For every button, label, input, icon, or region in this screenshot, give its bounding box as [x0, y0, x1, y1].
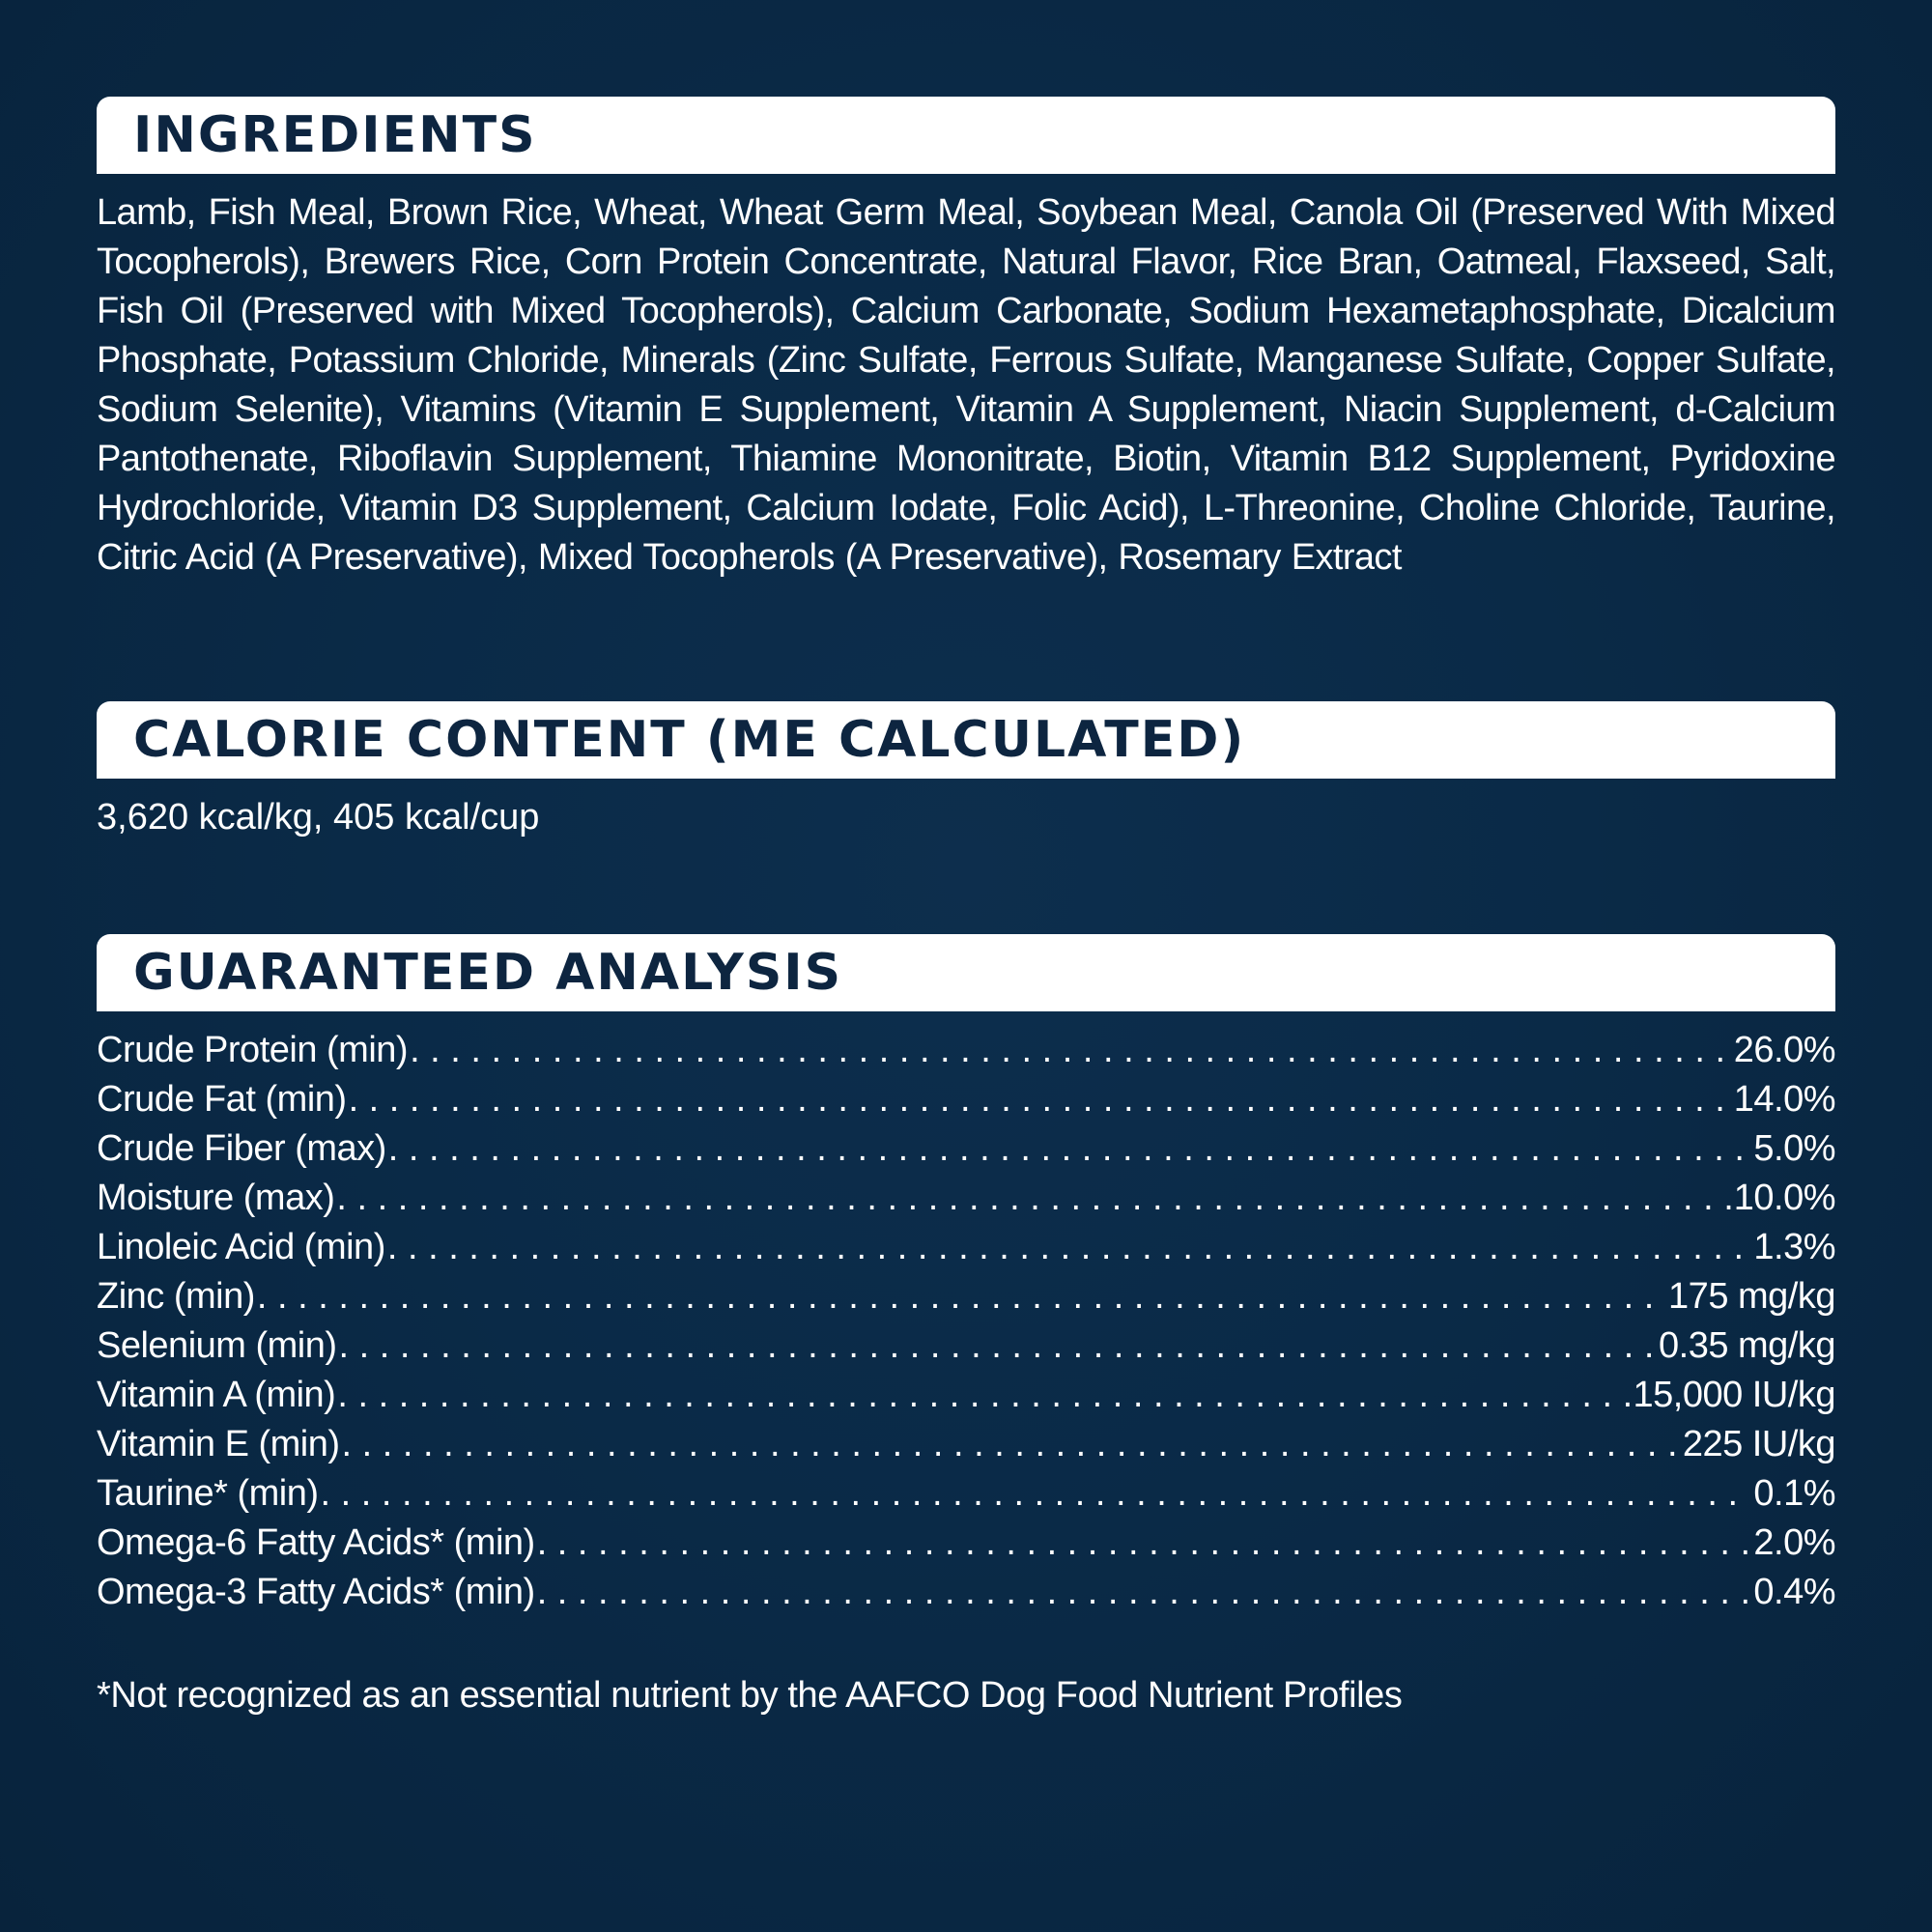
analysis-row-value: 175 mg/kg — [1668, 1276, 1835, 1317]
dot-leader — [537, 1568, 1752, 1617]
analysis-row-value: 5.0% — [1753, 1128, 1835, 1169]
analysis-row — [97, 1519, 1835, 1568]
calorie-content-section — [97, 701, 1835, 842]
analysis-row-label: Zinc (min) — [97, 1276, 255, 1317]
analysis-row-value: 10.0% — [1733, 1178, 1835, 1218]
analysis-row-value: 0.35 mg/kg — [1659, 1325, 1835, 1366]
dot-leader — [388, 1124, 1752, 1174]
analysis-row-value: 1.3% — [1753, 1227, 1835, 1267]
analysis-row-value: 225 IU/kg — [1682, 1424, 1835, 1464]
dot-leader — [339, 1321, 1657, 1371]
analysis-row — [97, 1075, 1835, 1124]
analysis-row — [97, 1321, 1835, 1371]
aafco-footnote: *Not recognized as an essential nutrient by the AAFCO Dog Food Nutrient Profiles — [97, 1675, 1403, 1716]
analysis-row-label: Crude Fat (min) — [97, 1079, 347, 1120]
analysis-row-label: Crude Fiber (max) — [97, 1128, 386, 1169]
analysis-row-label: Vitamin E (min) — [97, 1424, 340, 1464]
analysis-row-label: Crude Protein (min) — [97, 1030, 409, 1070]
calorie-content-header — [97, 701, 1835, 779]
dot-leader — [337, 1371, 1631, 1420]
analysis-row — [97, 1026, 1835, 1075]
dot-leader — [321, 1469, 1752, 1519]
analysis-row-value: 2.0% — [1753, 1522, 1835, 1563]
analysis-row — [97, 1272, 1835, 1321]
analysis-row-label: Taurine* (min) — [97, 1473, 319, 1514]
ingredients-section — [97, 97, 1835, 582]
analysis-row-label: Omega-3 Fatty Acids* (min) — [97, 1572, 535, 1612]
calorie-content-title: CALORIE CONTENT (ME CALCULATED) — [133, 711, 1246, 769]
calorie-content-value: 3,620 kcal/kg, 405 kcal/cup — [97, 797, 540, 838]
analysis-row — [97, 1371, 1835, 1420]
analysis-row — [97, 1174, 1835, 1223]
dot-leader — [342, 1420, 1681, 1469]
analysis-row — [97, 1223, 1835, 1272]
analysis-row-label: Selenium (min) — [97, 1325, 337, 1366]
analysis-row — [97, 1469, 1835, 1519]
dot-leader — [349, 1075, 1732, 1124]
guaranteed-analysis-title: GUARANTEED ANALYSIS — [133, 944, 843, 1002]
dot-leader — [387, 1223, 1752, 1272]
ingredients-header — [97, 97, 1835, 174]
analysis-row-label: Vitamin A (min) — [97, 1375, 336, 1415]
analysis-row-label: Moisture (max) — [97, 1178, 335, 1218]
analysis-row-label: Linoleic Acid (min) — [97, 1227, 385, 1267]
guaranteed-analysis-section — [97, 934, 1835, 1617]
analysis-row-value: 0.4% — [1753, 1572, 1835, 1612]
ingredients-list-text: Lamb, Fish Meal, Brown Rice, Wheat, Wheat Germ Meal, Soybean Meal, Canola Oil (Preserved With Mixed Tocopherols), Brewers Rice, Corn Protein Concentrate, Natural Flavor, Rice Bran, Oatmeal, Flaxseed, Salt, Fish Oil (Preserved with Mixed Tocopherols), Calcium Carbonate, Sodium Hexametaphosphate, Dicalcium Phosphate, Potassium Chloride, Minerals (Zinc Sulfate, Ferrous Sulfate, Manganese Sulfate, Copper Sulfate, Sodium Selenite), Vitamins (Vitamin E Supplement, Vitamin A Supplement, Niacin Supplement, d-Calcium Pantothenate, Riboflavin Supplement, Thiamine Mononitrate, Biotin, Vitamin B12 Supplement, Pyridoxine Hydrochloride, Vitamin D3 Supplement, Calcium Iodate, Folic Acid), L-Threonine, Choline Chloride, Taurine, Citric Acid (A Preservative), Mixed Tocopherols (A Preservative), Rosemary Extract — [97, 192, 1835, 578]
analysis-row-label: Omega-6 Fatty Acids* (min) — [97, 1522, 535, 1563]
guaranteed-analysis-list — [97, 1026, 1835, 1617]
analysis-row-value: 14.0% — [1733, 1079, 1835, 1120]
dot-leader — [336, 1174, 1731, 1223]
analysis-row-value: 0.1% — [1753, 1473, 1835, 1514]
dot-leader — [257, 1272, 1666, 1321]
analysis-row — [97, 1124, 1835, 1174]
analysis-row — [97, 1420, 1835, 1469]
dot-leader — [410, 1026, 1732, 1075]
dot-leader — [537, 1519, 1752, 1568]
ingredients-title: INGREDIENTS — [133, 106, 537, 164]
analysis-row-value: 15,000 IU/kg — [1633, 1375, 1835, 1415]
analysis-row — [97, 1568, 1835, 1617]
analysis-row-value: 26.0% — [1733, 1030, 1835, 1070]
guaranteed-analysis-header — [97, 934, 1835, 1011]
